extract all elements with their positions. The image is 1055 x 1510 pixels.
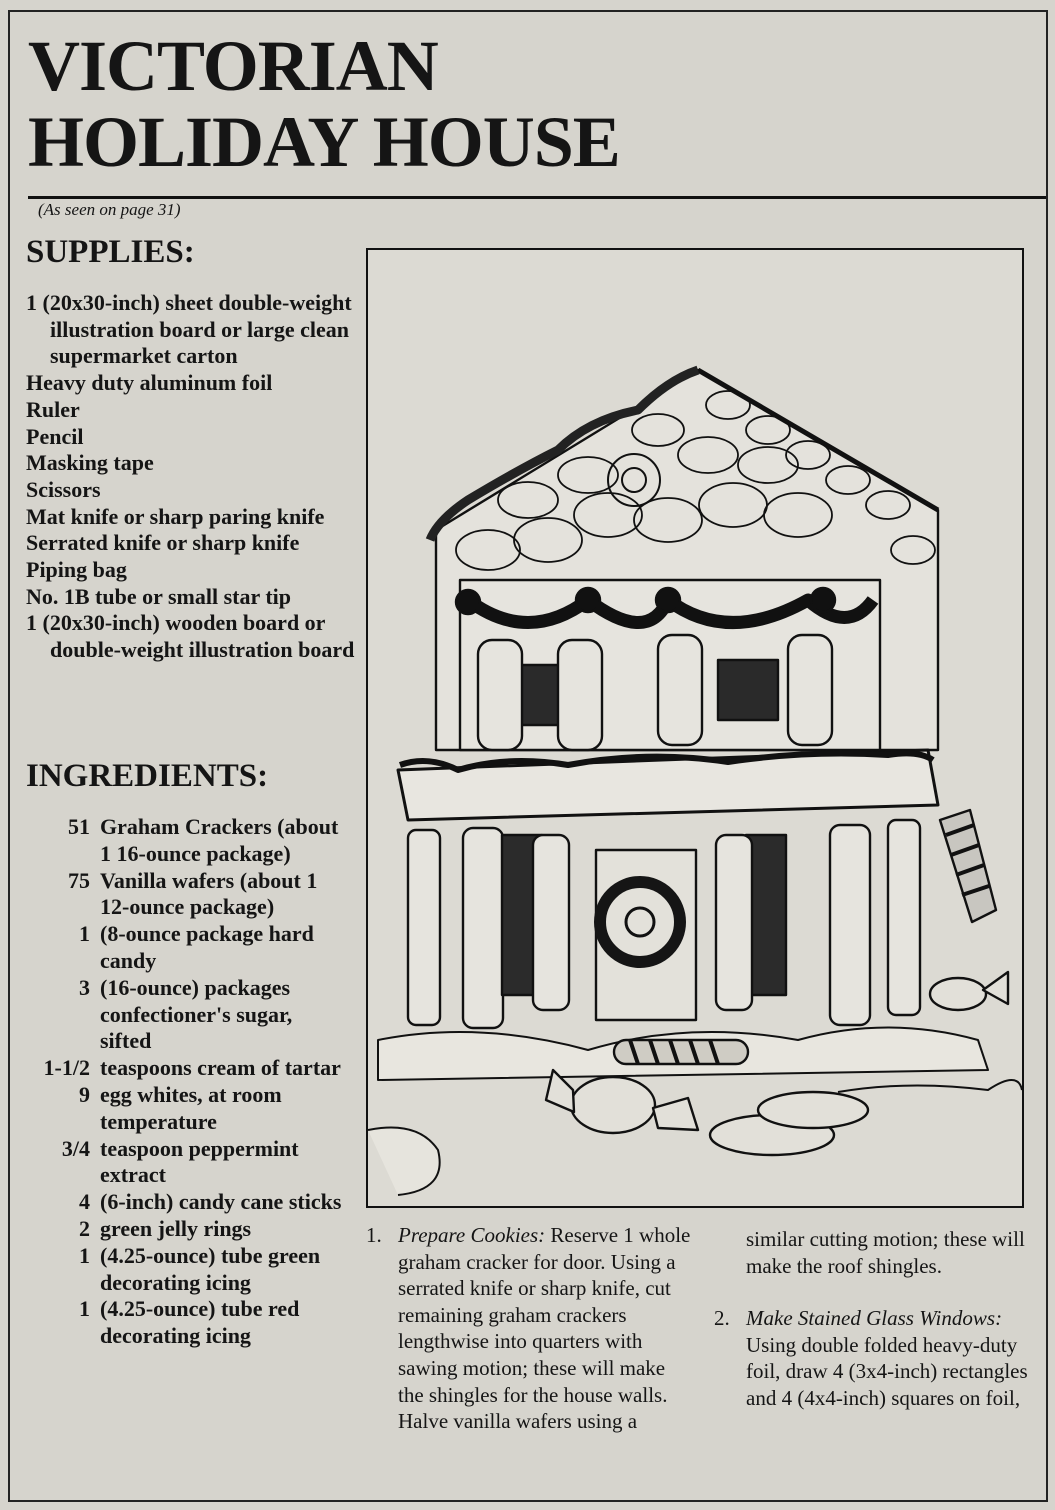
ingredient-text: egg whites, at room temperature bbox=[100, 1081, 282, 1134]
ingredient-item bbox=[14, 975, 344, 1055]
step-number: 1. bbox=[366, 1223, 382, 1247]
supply-item: Ruler bbox=[26, 396, 80, 422]
step-1 bbox=[366, 1222, 696, 1435]
ingredient-item bbox=[14, 814, 344, 868]
ingredient-text: green jelly rings bbox=[100, 1215, 252, 1241]
step-text: similar cutting motion; these will make the roof shingles. bbox=[746, 1227, 1025, 1278]
house-drawing bbox=[368, 250, 1022, 1206]
ingredient-text: (16-ounce) packages confectioner's sugar, sifted bbox=[100, 974, 293, 1054]
step-heading: Prepare Cookies: bbox=[398, 1223, 546, 1247]
step-heading: Make Stained Glass Windows: bbox=[746, 1306, 1003, 1331]
supply-item: Mat knife or sharp paring knife bbox=[26, 503, 325, 529]
gingerbread-house-illustration bbox=[366, 248, 1024, 1208]
step-2 bbox=[714, 1305, 1044, 1411]
ingredient-text: Graham Crackers (about 1 16-ounce package) bbox=[100, 814, 339, 866]
ingredient-qty: 75 bbox=[68, 867, 90, 893]
ingredient-text: (8-ounce package hard candy bbox=[100, 921, 314, 973]
ingredients-heading: INGREDIENTS: bbox=[26, 758, 269, 794]
title-rule bbox=[28, 196, 1046, 199]
page-title bbox=[28, 28, 620, 180]
ingredient-text: (4.25-ounce) tube green decorating icing bbox=[100, 1242, 321, 1295]
supply-item: 1 (20x30-inch) sheet double-weight illustration board or large clean supermarket carton bbox=[26, 290, 352, 369]
step-number: 2. bbox=[714, 1306, 730, 1331]
supply-item: Masking tape bbox=[26, 450, 154, 476]
step-text: Reserve 1 whole graham cracker for door. Using a serrated knife or sharp knife, cut remaining graham crackers lengthwise into quarters with sawing motion; these will make the shingles for the house walls. Halve vanilla wafers using a bbox=[398, 1223, 691, 1434]
instructions-column-2 bbox=[714, 1226, 1044, 1412]
ingredient-text: (4.25-ounce) tube red decorating icing bbox=[100, 1296, 300, 1349]
ingredient-text: Vanilla wafers (about 1 12-ounce package) bbox=[100, 867, 318, 920]
title-line-2: HOLIDAY HOUSE bbox=[28, 102, 620, 182]
ingredients-list bbox=[14, 814, 344, 1350]
ingredient-qty: 1 bbox=[79, 1242, 90, 1268]
seen-on-note: (As seen on page 31) bbox=[38, 200, 181, 219]
ingredient-item bbox=[14, 868, 344, 922]
supplies-heading: SUPPLIES: bbox=[26, 234, 195, 270]
step-text: Using double folded heavy-duty foil, draw 4 (3x4-inch) rectangles and 4 (4x4-inch) squares on foil, bbox=[746, 1332, 1028, 1410]
ingredient-qty: 51 bbox=[68, 814, 90, 839]
ingredient-item bbox=[14, 1296, 344, 1350]
ingredient-item bbox=[14, 1216, 344, 1243]
ingredient-qty: 1-1/2 bbox=[43, 1055, 90, 1081]
ingredient-qty: 1 bbox=[79, 1296, 90, 1322]
ingredient-qty: 3/4 bbox=[61, 1135, 90, 1161]
ingredient-item bbox=[14, 1189, 344, 1216]
step-number bbox=[714, 1226, 746, 1279]
supply-item: Serrated knife or sharp knife bbox=[26, 530, 300, 556]
ingredient-qty: 9 bbox=[79, 1081, 90, 1107]
ingredient-qty: 2 bbox=[79, 1215, 90, 1241]
ingredient-qty: 4 bbox=[79, 1189, 90, 1215]
ingredient-item bbox=[14, 1243, 344, 1297]
supply-item: Scissors bbox=[26, 476, 101, 502]
ingredient-text: (6-inch) candy cane sticks bbox=[100, 1189, 342, 1215]
ingredient-item bbox=[14, 1136, 344, 1190]
supply-item: Heavy duty aluminum foil bbox=[26, 370, 273, 396]
supply-item: Piping bag bbox=[26, 557, 127, 583]
supply-item: No. 1B tube or small star tip bbox=[26, 583, 292, 609]
title-line-1: VICTORIAN bbox=[28, 26, 438, 106]
ingredient-text: teaspoon peppermint extract bbox=[100, 1135, 299, 1188]
ingredient-item bbox=[14, 921, 344, 975]
supplies-list bbox=[26, 290, 356, 664]
step-1-continued bbox=[714, 1226, 1044, 1279]
ingredient-item bbox=[14, 1055, 344, 1082]
supply-item: 1 (20x30-inch) wooden board or double-weight illustration board bbox=[26, 610, 355, 663]
ingredient-item bbox=[14, 1082, 344, 1136]
instructions-column-1 bbox=[366, 1222, 696, 1435]
ingredient-text: teaspoons cream of tartar bbox=[100, 1055, 341, 1081]
ingredient-qty: 1 bbox=[79, 921, 90, 947]
supply-item: Pencil bbox=[26, 423, 84, 449]
ingredient-qty: 3 bbox=[79, 974, 90, 1000]
